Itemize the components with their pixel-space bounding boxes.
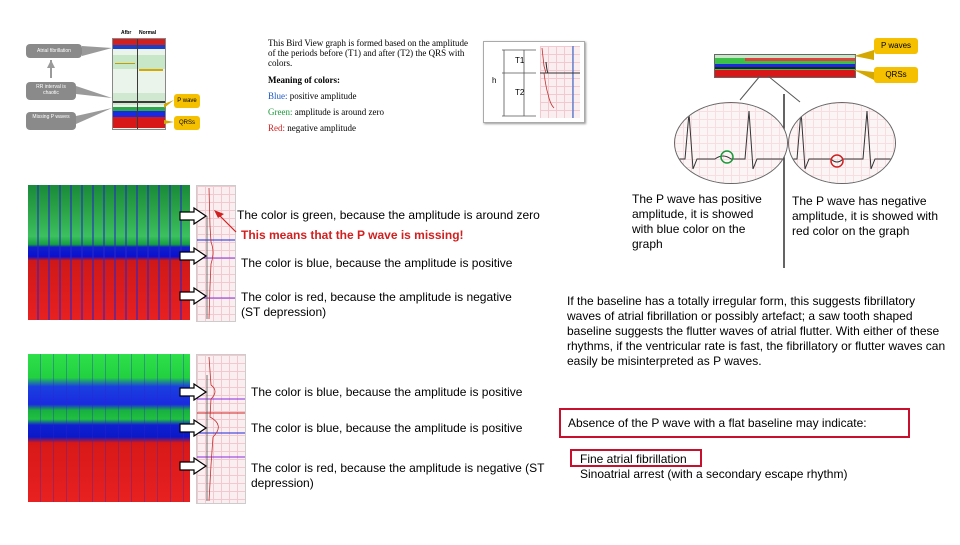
legend-blue-desc: positive amplitude [289, 91, 357, 101]
legend-blue [268, 91, 357, 101]
red-note-2: The color is red, because the amplitude is negative (ST depression) [251, 461, 545, 490]
baseline-paragraph: If the baseline has a totally irregular form, this suggests fibrillatory waves of atrial fibrillation or possibly artefact; a saw tooth shaped baseline suggests the flutter waves of atrial flutter. With either of these rhythms, if the ventricular rate is fast, the fibrillatory or flutter waves can easily be misinterpreted as P waves. [567, 294, 946, 368]
callout-rr-interval: RR interval is chaotic [26, 82, 76, 100]
ecg-zoom-negative [788, 102, 896, 184]
positive-p-wave-note: The P wave has positive amplitude, it is showed with blue color on the graph [632, 192, 762, 251]
heatmap-1 [28, 185, 190, 320]
green-note: The color is green, because the amplitude is around zero [237, 208, 540, 222]
heatmap-2 [28, 354, 190, 502]
arrows-panel-2 [178, 376, 218, 486]
absence-box-text: Absence of the P wave with a flat baseline may indicate: [568, 416, 867, 430]
arrows-panel-1 [178, 200, 238, 310]
legend-red [268, 123, 356, 133]
callout-atrial-fibrillation: Atrial fibrillation [26, 44, 82, 58]
absence-box [559, 408, 910, 438]
callout-missing-p-waves: Missing P waves [26, 112, 76, 130]
legend-green-term: Green: [268, 107, 293, 117]
cause-fine-atrial-fibrillation: Fine atrial fibrillation [580, 452, 687, 466]
mini-connectors [0, 0, 200, 140]
label-t2: T2 [515, 88, 525, 97]
col-label-normal: Normal [139, 30, 157, 36]
negative-p-wave-note: The P wave has negative amplitude, it is showed with red color on the graph [792, 194, 939, 238]
cause-box [570, 449, 702, 467]
legend-blue-term: Blue: [268, 91, 288, 101]
legend-green [268, 107, 384, 117]
legend-red-desc: negative amplitude [287, 123, 356, 133]
ecg-zoom-positive [674, 102, 788, 184]
blue-note-2b: The color is blue, because the amplitude is positive [251, 421, 523, 435]
label-h: h [492, 76, 497, 85]
red-note-1: The color is red, because the amplitude is negative (ST depression) [241, 290, 512, 319]
t1-t2-diagram [483, 41, 585, 123]
badge-qrs: QRSs [174, 116, 200, 130]
blue-note-1: The color is blue, because the amplitude is positive [241, 256, 513, 270]
legend-red-term: Red: [268, 123, 285, 133]
legend-heading: Meaning of colors: [268, 75, 340, 85]
badge-p-wave: P wave [174, 94, 200, 108]
col-label-afbr: Afbr [121, 30, 132, 36]
badge-p-waves: P waves [874, 38, 918, 54]
legend-green-desc: amplitude is around zero [294, 107, 384, 117]
legend-intro: This Bird View graph is formed based on the amplitude of the periods before (T1) and after (T2) the QRS with colors. [268, 38, 469, 68]
blue-note-2a: The color is blue, because the amplitude is positive [251, 385, 523, 399]
badge-qrss: QRSs [874, 67, 918, 83]
cause-sinoatrial-arrest: Sinoatrial arrest (with a secondary escape rhythm) [580, 467, 848, 481]
label-t1: T1 [515, 56, 525, 65]
missing-p-wave-note: This means that the P wave is missing! [241, 228, 464, 242]
